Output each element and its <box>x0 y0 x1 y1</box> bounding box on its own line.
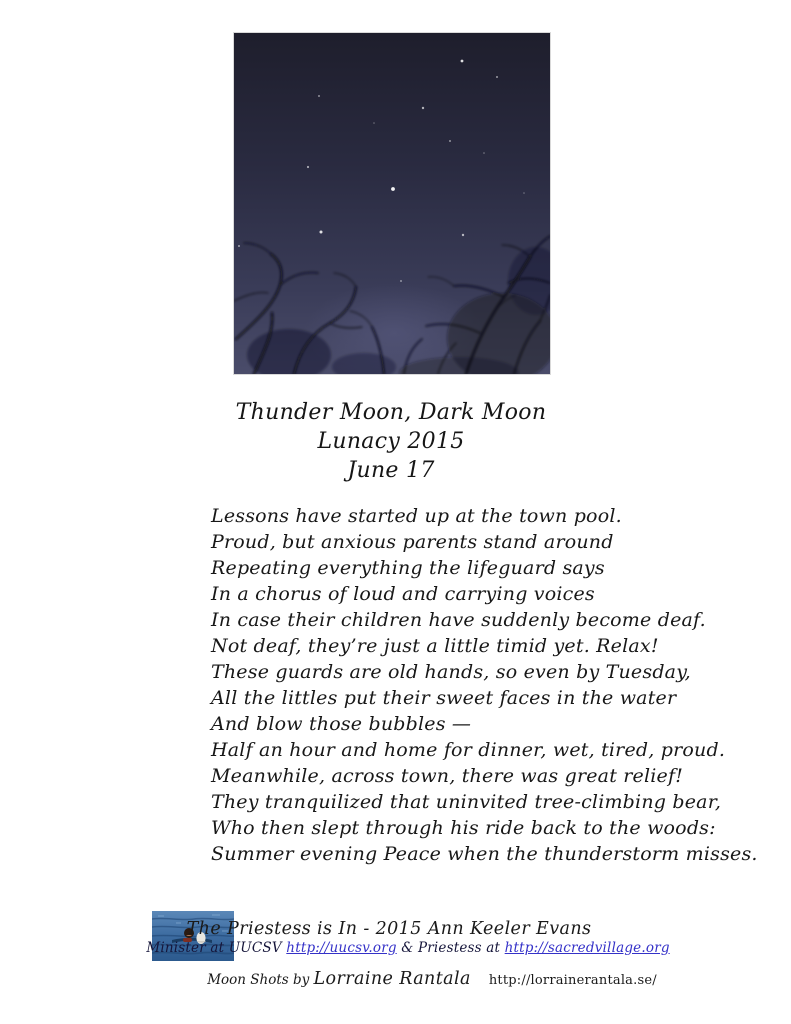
uucsv-link[interactable]: http://uucsv.org <box>286 940 397 956</box>
poem-line: Half an hour and home for dinner, wet, tired, proud. <box>211 739 726 761</box>
title-line-1: Thunder Moon, Dark Moon <box>235 400 547 425</box>
sacredvillage-link[interactable]: http://sacredvillage.org <box>504 940 670 956</box>
poem-line: All the littles put their sweet faces in the water <box>211 687 677 709</box>
roles-middle: & Priestess at <box>396 940 505 956</box>
poem-line: Who then slept through his ride back to the woods: <box>211 817 716 839</box>
moonshots-url: http://lorrainerantala.se/ <box>488 973 657 988</box>
poem-line: Repeating everything the lifeguard says <box>211 557 605 579</box>
poem-line: They tranquilized that uninvited tree-climbing bear, <box>211 791 722 813</box>
moon-photo <box>233 32 551 375</box>
poem-line: Meanwhile, across town, there was great relief! <box>211 765 684 787</box>
poem-line: And blow those bubbles — <box>211 713 472 735</box>
poem-line: In case their children have suddenly become deaf. <box>211 609 706 631</box>
priestess-credit-line: The Priestess is In - 2015 Ann Keeler Evans <box>186 919 592 939</box>
title-line-3: June 17 <box>347 458 435 483</box>
poem-line: Lessons have started up at the town pool. <box>211 505 622 527</box>
moonshots-prefix: Moon Shots by <box>207 972 314 988</box>
poem-line: Summer evening Peace when the thunderstorm misses. <box>211 843 758 865</box>
title-line-2: Lunacy 2015 <box>317 429 465 454</box>
poem-body <box>211 503 758 867</box>
roles-line <box>146 940 669 956</box>
poem-title <box>233 398 549 485</box>
roles-prefix: Minister at UUCSV <box>146 940 287 956</box>
moonshots-photographer: Lorraine Rantala <box>313 969 471 989</box>
poem-line: Not deaf, they’re just a little timid yet. Relax! <box>211 635 659 657</box>
poem-line: Proud, but anxious parents stand around <box>211 531 614 553</box>
poem-line: In a chorus of loud and carrying voices <box>211 583 595 605</box>
moonshots-line <box>207 969 657 989</box>
poem-line: These guards are old hands, so even by Tuesday, <box>211 661 691 683</box>
night-sky-image <box>234 33 550 374</box>
